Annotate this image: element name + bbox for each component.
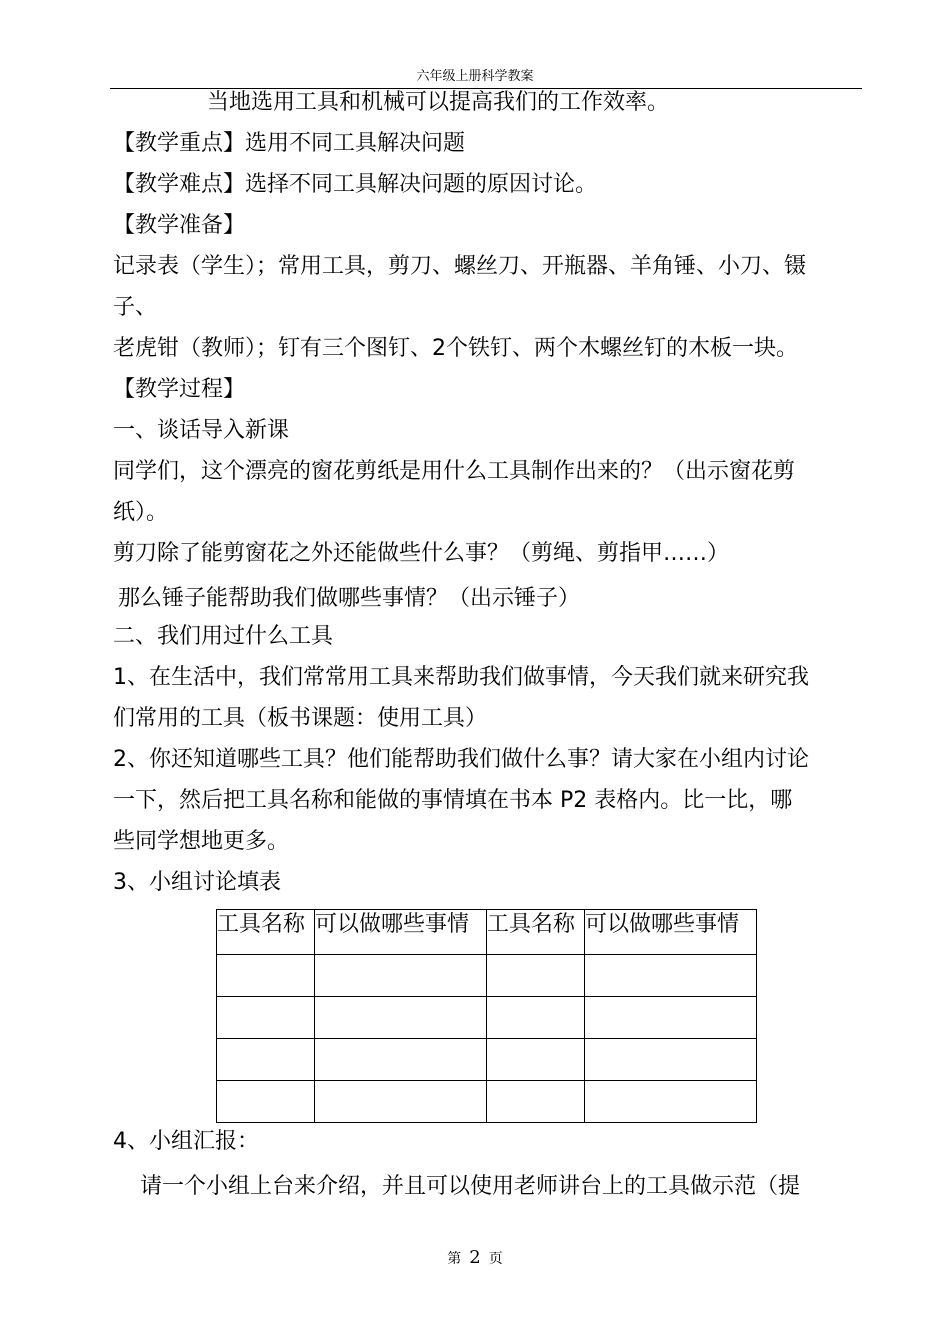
paragraph-line: 那么锤子能帮助我们做哪些事情？（出示锤子）	[118, 586, 581, 611]
table-header-cell: 工具名称	[217, 910, 315, 955]
paragraph-line: 请一个小组上台来介绍，并且可以使用老师讲台上的工具做示范（提	[140, 1174, 801, 1199]
table-header-cell: 工具名称	[487, 910, 585, 955]
table-cell	[487, 1081, 585, 1123]
section-difficulty: 【教学难点】选择不同工具解决问题的原因讨论。	[113, 172, 598, 197]
table-cell	[487, 955, 585, 997]
paragraph-line: 同学们，这个漂亮的窗花剪纸是用什么工具制作出来的？（出示窗花剪	[113, 459, 796, 484]
table-row	[217, 955, 757, 997]
table-cell	[487, 1039, 585, 1081]
preparation-line-1: 记录表（学生）；常用工具，剪刀、螺丝刀、开瓶器、羊角锤、小刀、镊	[113, 254, 807, 279]
table-caption: 3、小组讨论填表	[113, 870, 281, 895]
table-cell	[315, 955, 487, 997]
table-header-row	[217, 910, 757, 955]
paragraph-line: 们常用的工具（板书课题：使用工具）	[113, 706, 488, 731]
table-cell	[217, 997, 315, 1039]
body-line-1: 当地选用工具和机械可以提高我们的工作效率。	[207, 90, 670, 115]
table-cell	[217, 1039, 315, 1081]
step-report-heading: 4、小组汇报：	[113, 1129, 259, 1154]
table-cell	[487, 997, 585, 1039]
tool-record-table	[216, 909, 757, 1123]
section-preparation-heading: 【教学准备】	[113, 213, 246, 238]
table-row	[217, 1081, 757, 1123]
paragraph-line: 2、你还知道哪些工具？他们能帮助我们做什么事？请大家在小组内讨论	[113, 747, 809, 772]
page-footer	[0, 1248, 950, 1269]
table-cell	[585, 1081, 757, 1123]
step-two-heading: 二、我们用过什么工具	[113, 624, 334, 649]
table-cell	[585, 997, 757, 1039]
preparation-line-3: 老虎钳（教师）；钉有三个图钉、2个铁钉、两个木螺丝钉的木板一块。	[113, 336, 798, 361]
table-header-cell: 可以做哪些事情	[585, 910, 757, 955]
page-number: 2	[469, 1247, 481, 1268]
paragraph-line: 些同学想地更多。	[113, 829, 290, 854]
table-cell	[315, 1081, 487, 1123]
table-row	[217, 997, 757, 1039]
table-header-cell: 可以做哪些事情	[315, 910, 487, 955]
table-cell	[585, 1039, 757, 1081]
paragraph-line: 剪刀除了能剪窗花之外还能做些什么事？（剪绳、剪指甲……）	[113, 541, 730, 566]
section-key-point: 【教学重点】选用不同工具解决问题	[113, 131, 466, 156]
paragraph-line: 1、在生活中，我们常常用工具来帮助我们做事情，今天我们就来研究我	[113, 665, 809, 690]
table-cell	[315, 997, 487, 1039]
footer-prefix: 第	[447, 1251, 462, 1267]
table-cell	[585, 955, 757, 997]
paragraph-line: 纸）。	[113, 500, 169, 525]
table-cell	[217, 955, 315, 997]
page-header-title: 六年级上册科学教案	[416, 69, 534, 84]
preparation-line-2: 子、	[113, 295, 158, 320]
section-process-heading: 【教学过程】	[113, 377, 246, 402]
table-cell	[315, 1039, 487, 1081]
paragraph-line: 一下，然后把工具名称和能做的事情填在书本 P2 表格内。比一比，哪	[113, 788, 793, 813]
table-cell	[217, 1081, 315, 1123]
step-one-heading: 一、谈话导入新课	[113, 418, 290, 443]
table-row	[217, 1039, 757, 1081]
footer-suffix: 页	[488, 1251, 503, 1267]
